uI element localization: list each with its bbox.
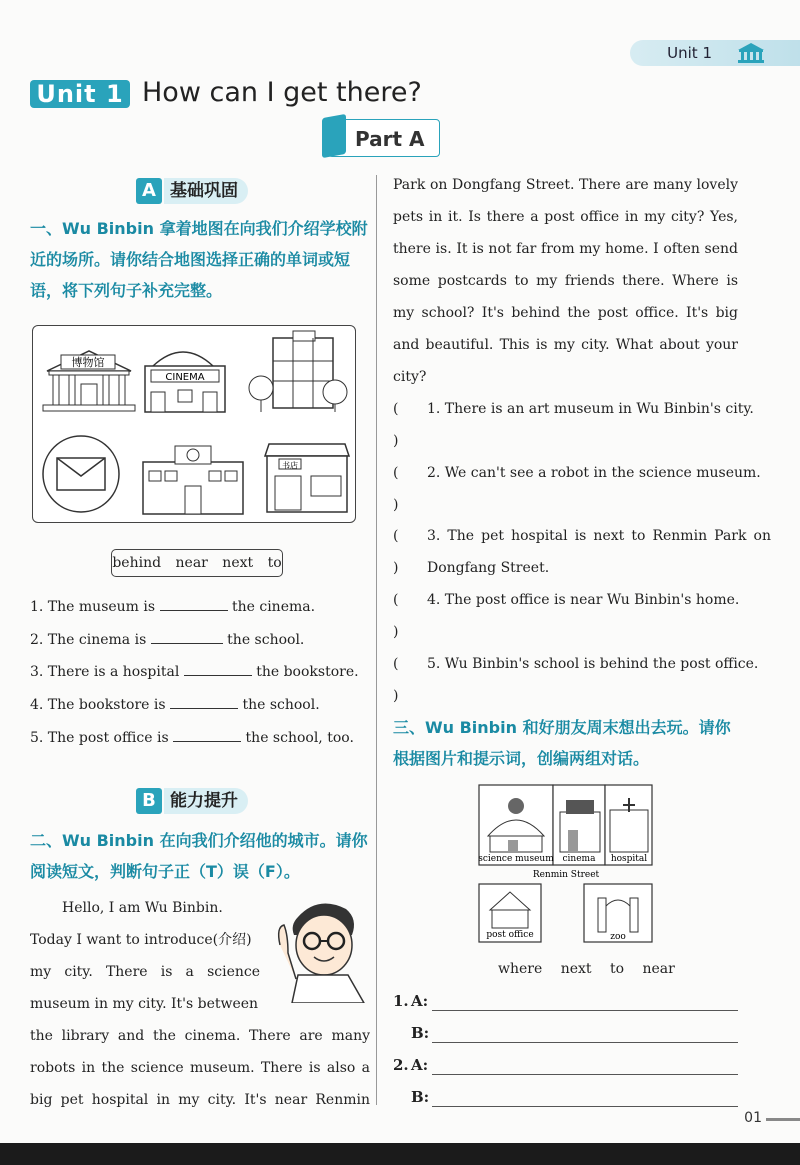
svg-text:hospital: hospital xyxy=(610,854,648,864)
passage-right: Park on Dongfang Street. There are many lovely pets in it. Is there a post office in my city? Yes, there is. It is not far from my home. I often send some postcards to my friends there. Where is my school? It's behind the post office. It's big and beautiful. This is my city. What about your city? xyxy=(393,177,738,385)
header-band xyxy=(630,40,800,66)
hospital-building xyxy=(143,446,243,514)
svg-text:zoo: zoo xyxy=(610,932,626,942)
answer-blank[interactable] xyxy=(173,728,241,742)
part-tab xyxy=(322,114,346,158)
dialogue-2-b-line[interactable] xyxy=(432,1106,738,1107)
unit-title: How can I get there? xyxy=(142,77,422,108)
dialogue-1-a-label: A: xyxy=(411,992,429,1010)
page-number: 01 xyxy=(744,1110,762,1126)
dialogue-2-b-label: B: xyxy=(411,1088,430,1106)
dialogue-1-a-line[interactable] xyxy=(432,1010,738,1011)
q1-item-1: 1. The museum is the cinema. xyxy=(30,599,316,615)
q1-item-4: 4. The bookstore is the school. xyxy=(30,697,320,713)
dialogue-2-a-label: A: xyxy=(411,1056,429,1074)
bookstore-building xyxy=(265,444,349,512)
word-bank: behind near next to xyxy=(111,549,283,577)
answer-parentheses[interactable]: ( ) xyxy=(393,528,399,576)
section-b-letter: B xyxy=(136,788,162,814)
passage-line-4: museum in my city. It's between xyxy=(30,996,259,1012)
svg-text:science museum: science museum xyxy=(478,854,554,864)
dialogue-1-b-label: B: xyxy=(411,1024,430,1042)
dialogue-2-num: 2. xyxy=(393,1056,409,1074)
passage-line-1: Hello, I am Wu Binbin. xyxy=(62,900,223,916)
q1-item-2: 2. The cinema is the school. xyxy=(30,632,305,648)
passage-line-7: big pet hospital in my city. It's near Renmin xyxy=(30,1092,370,1108)
museum-building xyxy=(43,351,135,411)
cinema-building xyxy=(145,352,225,412)
svg-text:CINEMA: CINEMA xyxy=(165,372,205,383)
passage-line-2: Today I want to introduce(介绍) xyxy=(30,932,252,948)
scan-bottom-edge xyxy=(0,1143,800,1165)
svg-text:博物馆: 博物馆 xyxy=(71,356,105,369)
post-office-envelope xyxy=(43,436,119,512)
q3-keywords: where next to near xyxy=(498,961,675,977)
museum-icon xyxy=(736,42,766,64)
page-number-dash xyxy=(766,1118,800,1121)
q2-instruction: 二、Wu Binbin 在向我们介绍他的城市。请你阅读短文，判断句子正（T）误（F）。 xyxy=(30,831,368,881)
section-b-header xyxy=(136,788,248,814)
passage-line-3: my city. There is a science xyxy=(30,964,260,980)
section-a-letter: A xyxy=(136,178,162,204)
boy-illustration xyxy=(268,895,372,1003)
answer-blank[interactable] xyxy=(170,695,238,709)
map-illustration xyxy=(33,326,355,522)
unit-badge: Unit 1 xyxy=(30,80,130,108)
svg-text:Renmin Street: Renmin Street xyxy=(532,870,600,880)
section-a-header xyxy=(136,178,248,204)
answer-parentheses[interactable]: ( ) xyxy=(393,465,399,513)
answer-blank[interactable] xyxy=(184,662,252,676)
map-box xyxy=(32,325,356,523)
answer-parentheses[interactable]: ( ) xyxy=(393,656,399,704)
q1-instruction: 一、Wu Binbin 拿着地图在向我们介绍学校附近的场所。请你结合地图选择正确的单词或短语，将下列句子补充完整。 xyxy=(30,219,368,300)
section-a-title: 基础巩固 xyxy=(164,178,248,204)
svg-text:cinema: cinema xyxy=(562,854,596,864)
dialogue-2-a-line[interactable] xyxy=(432,1074,738,1075)
q3-instruction: 三、Wu Binbin 和好朋友周末想出去玩。请你根据图片和提示词，创编两组对话。 xyxy=(393,718,731,768)
q3-map xyxy=(478,784,654,944)
answer-parentheses[interactable]: ( ) xyxy=(393,401,399,449)
passage-line-6: robots in the science museum. There is also a xyxy=(30,1060,370,1076)
q1-item-5: 5. The post office is the school, too. xyxy=(30,730,354,746)
column-separator xyxy=(376,175,377,1105)
passage-line-5: the library and the cinema. There are many xyxy=(30,1028,370,1044)
answer-parentheses[interactable]: ( ) xyxy=(393,592,399,640)
answer-blank[interactable] xyxy=(151,630,223,644)
page: Unit 1 Unit 1 How can I get there? Part A A 基础巩固 一、Wu Binbin 拿着地图在向我们介绍学校附近的场所。请你结合地图选择正确的单词或短语，将下列句子补充完整。 博物馆 CINEMA 书店 behind near next to 1. The museum is the cinema. 2. The cinema is the school. 3. There is a hospital the bookstore. 4. The bookstore is the school. 5. The post office is the school, too. B 能力提升 二、Wu Binbin 在向我们介绍他的城市。请你阅读短文，判断句子正（T）误（F）。 Hello, I am Wu Binbin. Today I want to introduce(介绍) my city. There is a science museum in my city. It's between the library and the cinema. There are many robots in the science museum. There is also a big pet hospital in my city. It's near Renmin Park on Dongfang Street. There are many lovely pets in it. Is there a post office in my city? Yes, there is. It is not far from my home. I often send some postcards to my friends there. Where is my school? It's behind the post office. It's big and beautiful. This is my city. What about your city? ( ) 1. There is an art museum in Wu Binbin's city. ( ) 2. We can't see a robot in the science museum. ( ) 3. The pet hospital is next to Renmin Park on Dongfang Street. ( ) 4. The post office is near Wu Binbin's home. ( ) 5. Wu Binbin's school is behind the post office. 三、Wu Binbin 和好朋友周末想出去玩。请你根据图片和提示词，创编两组对话。 science museum cinema hospital Renmin Street post office zoo where next to near 1. A: B: 2. A: B: 01 xyxy=(0,0,800,1165)
answer-blank[interactable] xyxy=(160,597,228,611)
dialogue-1-num: 1. xyxy=(393,992,409,1010)
part-label: Part A xyxy=(355,127,425,151)
svg-text:书店: 书店 xyxy=(282,461,298,470)
svg-text:post office: post office xyxy=(486,930,534,940)
q1-item-3: 3. There is a hospital the bookstore. xyxy=(30,664,359,680)
section-b-title: 能力提升 xyxy=(164,788,248,814)
header-unit-label: Unit 1 xyxy=(667,44,712,62)
school-building xyxy=(249,331,347,412)
dialogue-1-b-line[interactable] xyxy=(432,1042,738,1043)
